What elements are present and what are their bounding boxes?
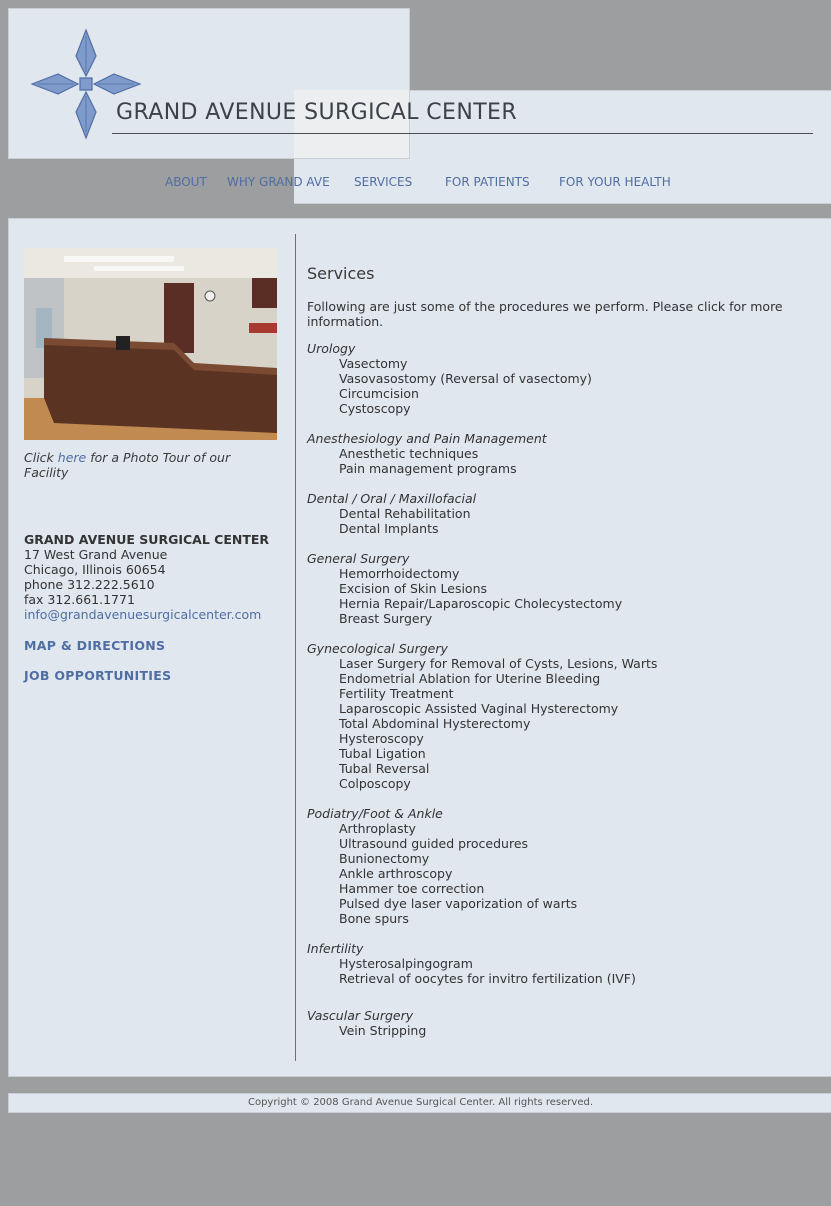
nav-about[interactable]: ABOUT [165, 175, 207, 189]
procedure-item[interactable]: Hemorrhoidectomy [339, 566, 460, 581]
procedure-item[interactable]: Ultrasound guided procedures [339, 836, 529, 851]
category-title: Infertility [307, 941, 364, 956]
procedure-item[interactable]: Circumcision [339, 386, 419, 401]
procedure-item[interactable]: Colposcopy [339, 776, 411, 791]
photo-tour-caption [24, 450, 264, 480]
address-name: GRAND AVENUE SURGICAL CENTER [24, 532, 270, 547]
nav-services[interactable]: SERVICES [354, 175, 413, 189]
service-category [307, 431, 807, 476]
caption-suffix: for a Photo Tour of our Facility [24, 450, 231, 480]
procedure-item[interactable]: Cystoscopy [339, 401, 411, 416]
procedure-list [307, 356, 807, 416]
procedure-item[interactable]: Excision of Skin Lesions [339, 581, 488, 596]
nav-for-your-health[interactable]: FOR YOUR HEALTH [559, 175, 671, 189]
caption-prefix: Click [24, 450, 58, 465]
category-title: Vascular Surgery [307, 1008, 414, 1023]
address-fax: fax 312.661.1771 [24, 592, 135, 607]
procedure-item[interactable]: Arthroplasty [339, 821, 416, 836]
procedure-list [307, 656, 807, 791]
address-street: 17 West Grand Avenue [24, 547, 168, 562]
service-categories [307, 341, 807, 1038]
service-category [307, 941, 807, 986]
service-category [307, 641, 807, 791]
service-category [307, 491, 807, 536]
procedure-item[interactable]: Pulsed dye laser vaporization of warts [339, 896, 578, 911]
category-title: Urology [307, 341, 356, 356]
procedure-item[interactable]: Hysteroscopy [339, 731, 424, 746]
procedure-item[interactable]: Laparoscopic Assisted Vaginal Hysterectomy [339, 701, 619, 716]
category-title: Dental / Oral / Maxillofacial [307, 491, 477, 506]
category-title: Anesthesiology and Pain Management [307, 431, 547, 446]
procedure-item[interactable]: Tubal Ligation [339, 746, 426, 761]
facility-photo[interactable] [24, 248, 277, 440]
category-title: Gynecological Surgery [307, 641, 448, 656]
procedure-item[interactable]: Dental Implants [339, 521, 439, 536]
site-title: GRAND AVENUE SURGICAL CENTER [116, 100, 518, 125]
procedure-item[interactable]: Bone spurs [339, 911, 409, 926]
procedure-item[interactable]: Endometrial Ablation for Uterine Bleeding [339, 671, 601, 686]
page-title: Services [307, 264, 375, 283]
procedure-item[interactable]: Total Abdominal Hysterectomy [339, 716, 531, 731]
service-category [307, 1008, 807, 1038]
category-title: Podiatry/Foot & Ankle [307, 806, 443, 821]
procedure-item[interactable]: Pain management programs [339, 461, 517, 476]
procedure-item[interactable]: Ankle arthroscopy [339, 866, 453, 881]
address-city: Chicago, Illinois 60654 [24, 562, 166, 577]
title-rule [112, 133, 813, 134]
category-title: General Surgery [307, 551, 410, 566]
procedure-list [307, 506, 807, 536]
procedure-item[interactable]: Retrieval of oocytes for invitro fertilization (IVF) [339, 971, 636, 986]
service-category [307, 551, 807, 626]
procedure-item[interactable]: Vasovasostomy (Reversal of vasectomy) [339, 371, 592, 386]
procedure-item[interactable]: Laser Surgery for Removal of Cysts, Lesions, Warts [339, 656, 658, 671]
procedure-item[interactable]: Anesthetic techniques [339, 446, 479, 461]
services-content [307, 264, 807, 1053]
address-phone: phone 312.222.5610 [24, 577, 155, 592]
service-category [307, 341, 807, 416]
procedure-item[interactable]: Hernia Repair/Laparoscopic Cholecystectomy [339, 596, 623, 611]
footer-copyright: Copyright © 2008 Grand Avenue Surgical Center. All rights reserved. [8, 1093, 831, 1113]
procedure-item[interactable]: Tubal Reversal [339, 761, 430, 776]
map-directions-link[interactable]: MAP & DIRECTIONS [24, 638, 166, 653]
procedure-item[interactable]: Fertility Treatment [339, 686, 454, 701]
column-divider [295, 234, 296, 1061]
procedure-list [307, 821, 807, 926]
procedure-item[interactable]: Breast Surgery [339, 611, 433, 626]
procedure-item[interactable]: Bunionectomy [339, 851, 430, 866]
service-category [307, 806, 807, 926]
photo-tour-link[interactable]: here [57, 450, 87, 465]
job-opportunities-link[interactable]: JOB OPPORTUNITIES [24, 668, 172, 683]
procedure-list [307, 446, 807, 476]
main-panel [8, 218, 831, 1077]
procedure-item[interactable]: Vasectomy [339, 356, 408, 371]
procedure-list [307, 1023, 807, 1038]
procedure-list [307, 566, 807, 626]
services-intro: Following are just some of the procedures we perform. Please click for more information. [307, 299, 783, 329]
procedure-item[interactable]: Vein Stripping [339, 1023, 427, 1038]
procedure-item[interactable]: Hammer toe correction [339, 881, 485, 896]
contact-address [24, 532, 269, 622]
email-link[interactable]: info@grandavenuesurgicalcenter.com [24, 607, 262, 622]
nav-why-grand-ave[interactable]: WHY GRAND AVE [227, 175, 330, 189]
procedure-item[interactable]: Dental Rehabilitation [339, 506, 471, 521]
procedure-item[interactable]: Hysterosalpingogram [339, 956, 473, 971]
procedure-list [307, 956, 807, 986]
nav-for-patients[interactable]: FOR PATIENTS [445, 175, 530, 189]
